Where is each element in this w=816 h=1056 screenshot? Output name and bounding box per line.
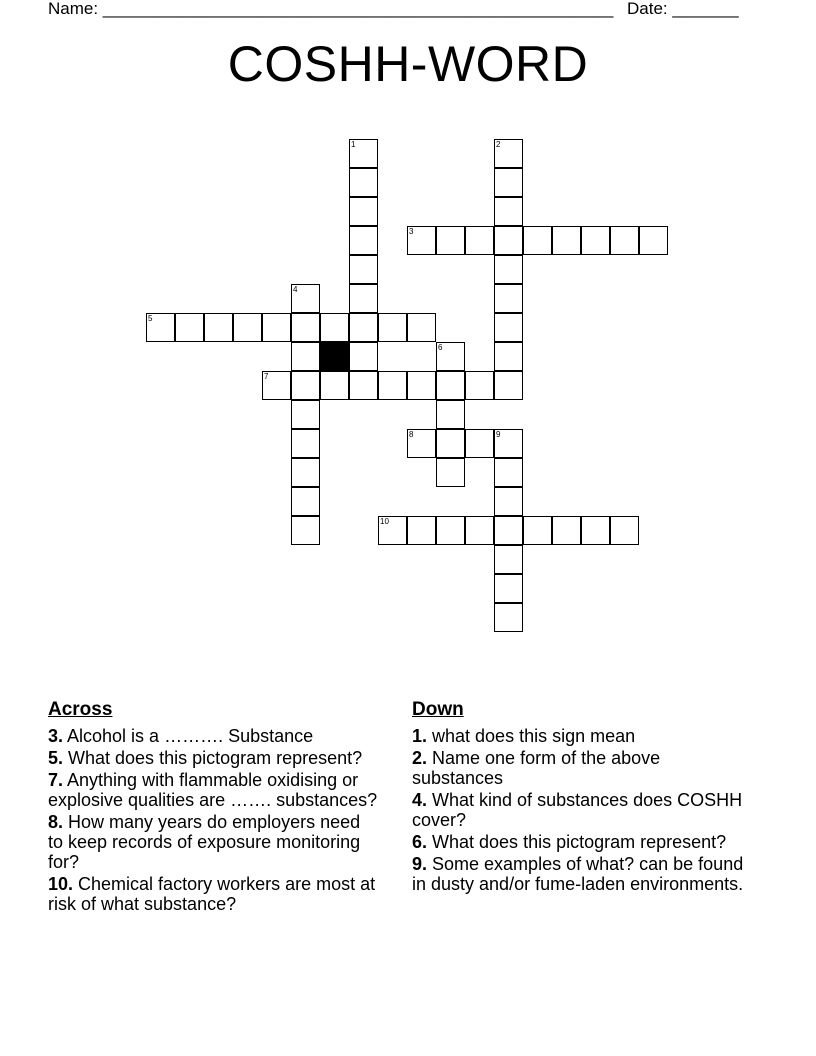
- clue-number: 6.: [412, 832, 428, 852]
- clue-text: Name one form of the above substances: [412, 748, 661, 788]
- clue-number: 7.: [48, 770, 64, 790]
- crossword-cell[interactable]: [407, 429, 436, 458]
- cell-number: 3: [409, 227, 414, 236]
- crossword-cell[interactable]: [436, 458, 465, 487]
- crossword-cell[interactable]: [494, 603, 523, 632]
- crossword-cell[interactable]: [262, 371, 291, 400]
- crossword-cell[interactable]: [494, 284, 523, 313]
- clue-number: 5.: [48, 748, 64, 768]
- cell-number: 9: [496, 430, 501, 439]
- crossword-cell[interactable]: [436, 429, 465, 458]
- down-heading: Down: [412, 699, 464, 720]
- crossword-cell[interactable]: [291, 458, 320, 487]
- crossword-cell[interactable]: [494, 458, 523, 487]
- crossword-cell[interactable]: [465, 429, 494, 458]
- crossword-cell[interactable]: [291, 371, 320, 400]
- crossword-cell[interactable]: [552, 226, 581, 255]
- crossword-cell[interactable]: [349, 284, 378, 313]
- crossword-cell[interactable]: [291, 487, 320, 516]
- crossword-cell[interactable]: [523, 226, 552, 255]
- crossword-cell[interactable]: [494, 371, 523, 400]
- crossword-cell[interactable]: [436, 371, 465, 400]
- crossword-cell[interactable]: [291, 429, 320, 458]
- crossword-cell[interactable]: [291, 313, 320, 342]
- crossword-cell[interactable]: [407, 516, 436, 545]
- crossword-cell[interactable]: [494, 139, 523, 168]
- cell-number: 1: [351, 140, 356, 149]
- crossword-cell[interactable]: [349, 342, 378, 371]
- clue-text: Chemical factory workers are most at risk of what substance?: [48, 874, 376, 914]
- crossword-cell[interactable]: [291, 400, 320, 429]
- crossword-cell[interactable]: [523, 516, 552, 545]
- clue-number: 8.: [48, 812, 64, 832]
- crossword-cell[interactable]: [407, 313, 436, 342]
- clue-text: What kind of substances does COSHH cover?: [412, 790, 743, 830]
- down-clue: [412, 726, 752, 746]
- crossword-cell[interactable]: [610, 516, 639, 545]
- crossword-cell[interactable]: [610, 226, 639, 255]
- cell-number: 7: [264, 372, 269, 381]
- crossword-cell[interactable]: [436, 226, 465, 255]
- crossword-cell[interactable]: [349, 371, 378, 400]
- down-clues: [412, 700, 752, 896]
- cell-number: 2: [496, 140, 501, 149]
- crossword-cell[interactable]: [494, 226, 523, 255]
- crossword-cell[interactable]: [494, 313, 523, 342]
- cell-number: 5: [148, 314, 153, 323]
- cell-number: 6: [438, 343, 443, 352]
- across-clue: [48, 874, 378, 914]
- crossword-cell[interactable]: [378, 313, 407, 342]
- clue-number: 2.: [412, 748, 428, 768]
- clue-number: 3.: [48, 726, 64, 746]
- crossword-cell[interactable]: [407, 226, 436, 255]
- across-clue: [48, 812, 378, 872]
- crossword-cell[interactable]: [378, 516, 407, 545]
- crossword-cell[interactable]: [204, 313, 233, 342]
- clue-text: Alcohol is a ………. Substance: [63, 726, 314, 746]
- across-heading: Across: [48, 699, 113, 720]
- crossword-cell[interactable]: [494, 516, 523, 545]
- clue-text: What does this pictogram represent?: [63, 748, 363, 768]
- across-clue: [48, 748, 378, 768]
- clue-text: Some examples of what? can be found in dusty and/or fume-laden environments.: [412, 854, 744, 894]
- crossword-cell[interactable]: [320, 313, 349, 342]
- date-field[interactable]: Date: _______: [627, 0, 739, 18]
- cell-number: 8: [409, 430, 414, 439]
- across-clues: [48, 700, 378, 916]
- crossword-cell[interactable]: [378, 371, 407, 400]
- down-clue: [412, 832, 752, 852]
- clue-text: what does this sign mean: [427, 726, 636, 746]
- crossword-cell[interactable]: [233, 313, 262, 342]
- name-field[interactable]: Name: ______________________________________________________: [48, 0, 614, 18]
- crossword-cell[interactable]: [436, 400, 465, 429]
- crossword-cell[interactable]: [349, 139, 378, 168]
- crossword-cell[interactable]: [552, 516, 581, 545]
- crossword-cell[interactable]: [291, 516, 320, 545]
- crossword-cell[interactable]: [349, 313, 378, 342]
- crossword-cell[interactable]: [581, 516, 610, 545]
- crossword-cell[interactable]: [494, 429, 523, 458]
- crossword-cell[interactable]: [175, 313, 204, 342]
- down-clue: [412, 748, 752, 788]
- crossword-cell[interactable]: [436, 516, 465, 545]
- crossword-cell[interactable]: [639, 226, 668, 255]
- crossword-cell[interactable]: [262, 313, 291, 342]
- clue-number: 1.: [412, 726, 428, 746]
- puzzle-title: COSHH-WORD: [227, 36, 589, 92]
- crossword-cell[interactable]: [291, 284, 320, 313]
- across-clue: [48, 770, 378, 810]
- blocked-cell: [320, 342, 349, 371]
- cell-number: 4: [293, 285, 298, 294]
- clue-number: 9.: [412, 854, 428, 874]
- crossword-cell[interactable]: [494, 255, 523, 284]
- clue-number: 10.: [48, 874, 74, 894]
- crossword-cell[interactable]: [436, 342, 465, 371]
- crossword-cell[interactable]: [291, 342, 320, 371]
- crossword-cell[interactable]: [494, 487, 523, 516]
- down-clue: [412, 854, 752, 894]
- cell-number: 10: [380, 517, 389, 526]
- crossword-cell[interactable]: [494, 168, 523, 197]
- clue-text: How many years do employers need to keep records of exposure monitoring for?: [48, 812, 361, 872]
- clue-text: Anything with flammable oxidising or explosive qualities are ……. substances?: [48, 770, 378, 810]
- crossword-cell[interactable]: [581, 226, 610, 255]
- crossword-cell[interactable]: [349, 226, 378, 255]
- crossword-cell[interactable]: [494, 545, 523, 574]
- crossword-cell[interactable]: [146, 313, 175, 342]
- crossword-cell[interactable]: [320, 371, 349, 400]
- clue-text: What does this pictogram represent?: [427, 832, 727, 852]
- crossword-cell[interactable]: [407, 371, 436, 400]
- clue-number: 4.: [412, 790, 428, 810]
- crossword-cell[interactable]: [349, 255, 378, 284]
- crossword-cell[interactable]: [494, 574, 523, 603]
- crossword-cell[interactable]: [349, 197, 378, 226]
- crossword-cell[interactable]: [349, 168, 378, 197]
- down-clue: [412, 790, 752, 830]
- crossword-cell[interactable]: [465, 226, 494, 255]
- across-clue: [48, 726, 378, 746]
- crossword-cell[interactable]: [465, 371, 494, 400]
- crossword-cell[interactable]: [465, 516, 494, 545]
- crossword-cell[interactable]: [494, 197, 523, 226]
- crossword-cell[interactable]: [494, 342, 523, 371]
